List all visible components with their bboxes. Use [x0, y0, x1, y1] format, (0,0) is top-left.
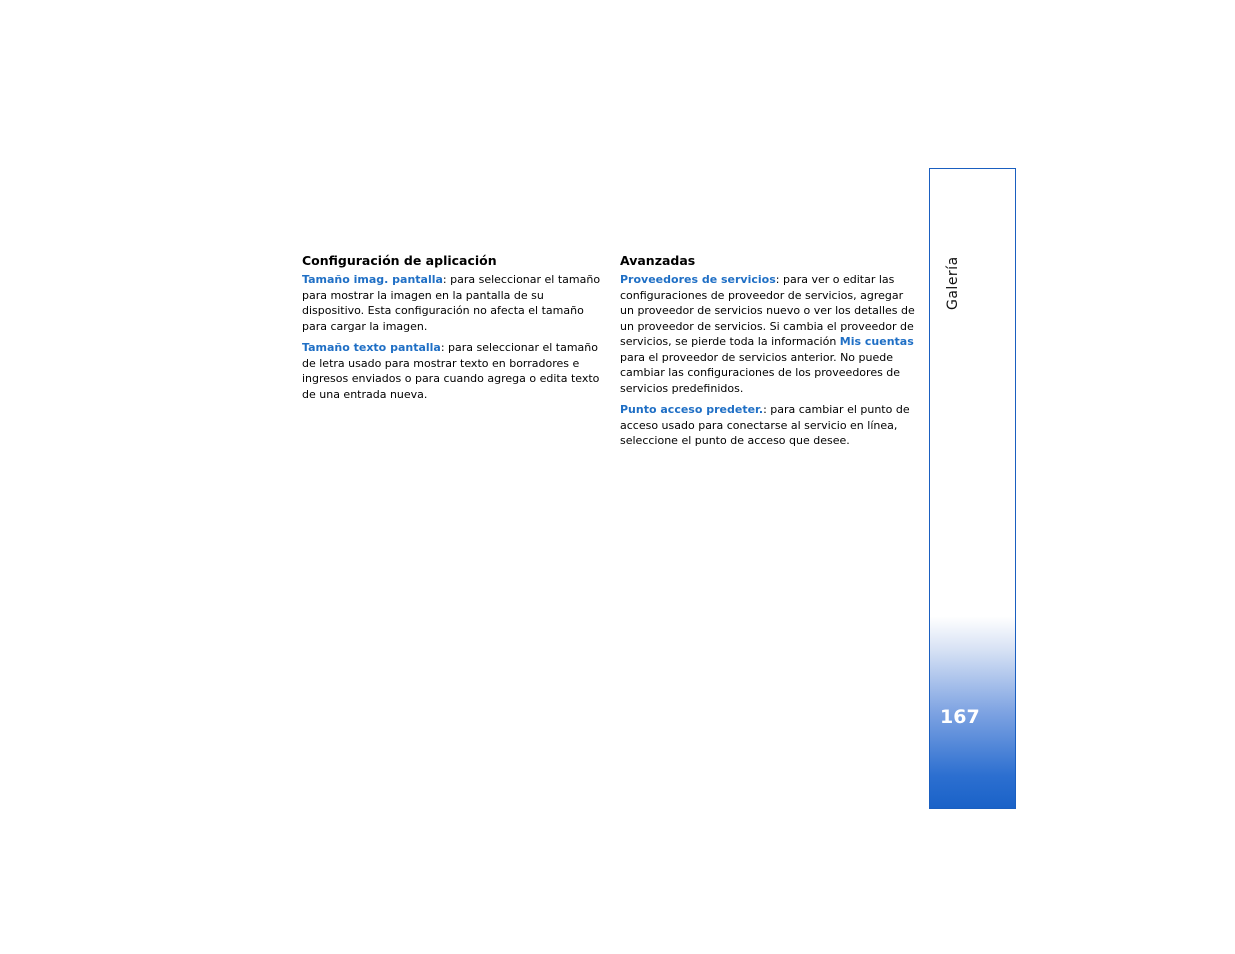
description-service-providers-a: : para ver o editar las configuraciones de proveedor de servicios, agregar un proveedor de servicios nuevo o ver los detalles de un proveedor de servicios. Si cambia el proveedor de servicios, se pierde toda la información — [620, 273, 915, 348]
section-title-app-settings: Configuración de aplicación — [302, 253, 497, 268]
paragraph-image-size — [302, 272, 604, 334]
paragraph-text-size — [302, 340, 604, 402]
description-default-access-point: : para cambiar el punto de acceso usado para conectarse al servicio en línea, seleccione el punto de acceso que desee. — [620, 403, 910, 447]
description-image-size: : para seleccionar el tamaño para mostrar la imagen en la pantalla de su dispositivo. Esta configuración no afecta el tamaño para cargar la imagen. — [302, 273, 601, 333]
term-service-providers: Proveedores de servicios — [620, 273, 776, 286]
paragraph-default-access-point — [620, 402, 920, 449]
chapter-label: Galería — [945, 256, 961, 310]
term-default-access-point: Punto acceso predeter. — [620, 403, 764, 416]
left-column — [302, 252, 604, 408]
section-title-advanced: Avanzadas — [620, 253, 696, 268]
description-text-size: : para seleccionar el tamaño de letra usado para mostrar texto en borradores e ingresos enviados o para cuando agrega o edita texto de una entrada nueva. — [302, 341, 600, 401]
page-number: 167 — [940, 706, 980, 728]
term-text-size: Tamaño texto pantalla — [302, 341, 441, 354]
right-column — [620, 252, 920, 455]
description-service-providers-b: para el proveedor de servicios anterior. No puede cambiar las configuraciones de los proveedores de servicios predefinidos. — [620, 350, 901, 395]
paragraph-service-providers — [620, 272, 920, 396]
term-image-size: Tamaño imag. pantalla — [302, 273, 443, 286]
term-my-accounts: Mis cuentas — [839, 335, 914, 348]
